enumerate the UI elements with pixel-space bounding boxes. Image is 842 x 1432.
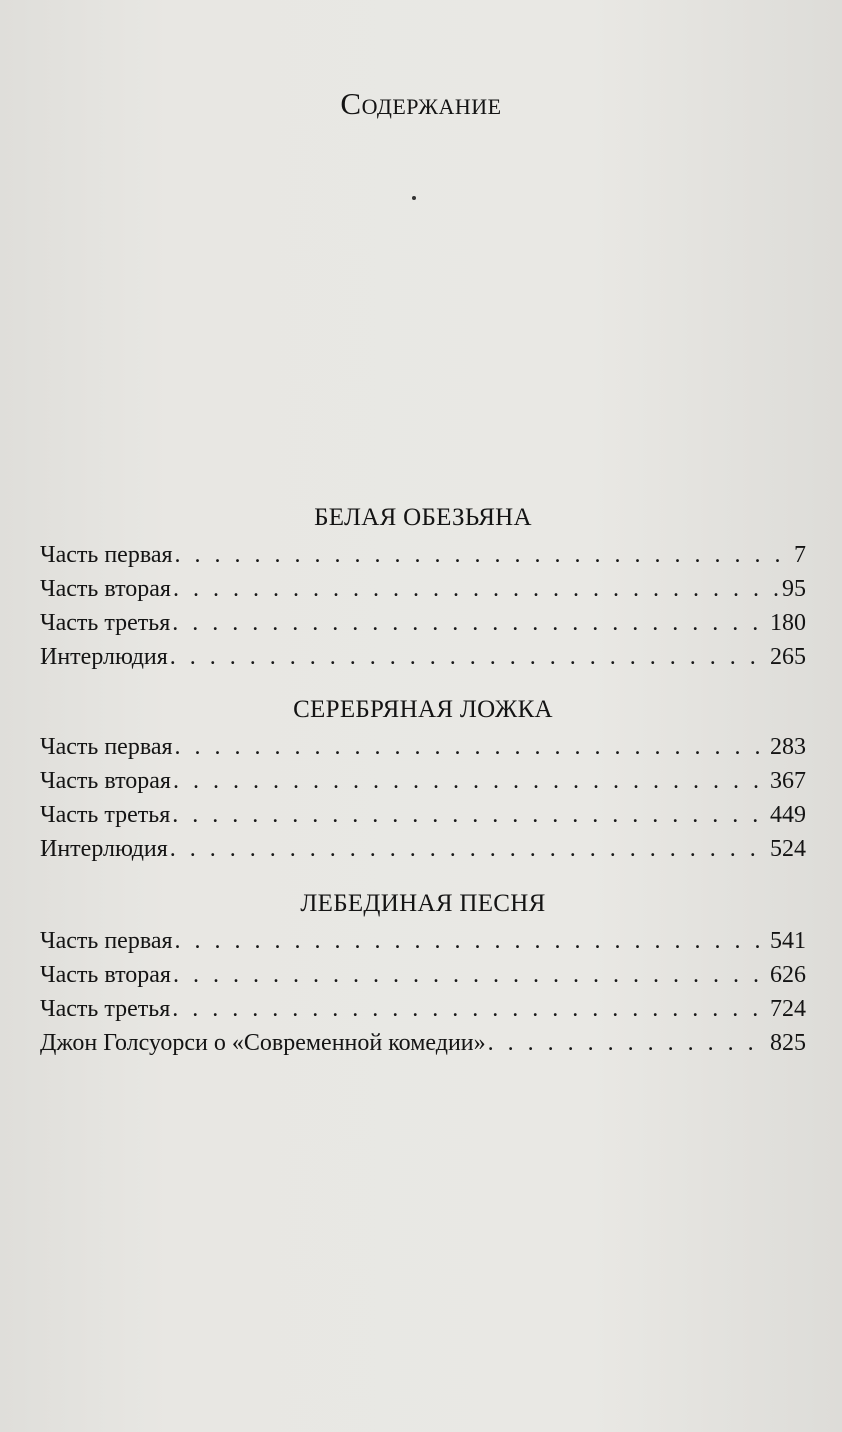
dot-leader — [175, 924, 768, 958]
toc-entry-label: Интерлюдия — [40, 644, 168, 670]
section-title: БЕЛАЯ ОБЕЗЬЯНА — [314, 504, 532, 531]
ornament-dot — [412, 196, 416, 200]
section-title: СЕРЕБРЯНАЯ ЛОЖКА — [293, 696, 553, 723]
toc-entry-label: Часть вторая — [40, 576, 171, 602]
toc-entry-page: 541 — [770, 928, 806, 954]
toc-entry[interactable] — [40, 538, 806, 572]
dot-leader — [175, 730, 768, 764]
dot-leader — [172, 992, 768, 1026]
toc-entry-label: Часть первая — [40, 542, 173, 568]
toc-section-3 — [40, 884, 806, 1060]
dot-leader — [170, 832, 768, 866]
toc-entry[interactable] — [40, 764, 806, 798]
dot-leader — [175, 538, 792, 572]
toc-entry[interactable] — [40, 1026, 806, 1060]
toc-section-2 — [40, 690, 806, 866]
toc-entry-label: Джон Голсуорси о «Современной комедии» — [40, 1030, 486, 1056]
toc-entry[interactable] — [40, 958, 806, 992]
toc-entry[interactable] — [40, 992, 806, 1026]
section-title: ЛЕБЕДИНАЯ ПЕСНЯ — [300, 890, 546, 917]
toc-entry-label: Часть третья — [40, 610, 171, 636]
toc-entry[interactable] — [40, 606, 806, 640]
toc-entry-page: 524 — [770, 836, 806, 862]
dot-leader — [488, 1026, 768, 1060]
toc-entry-page: 265 — [770, 644, 806, 670]
toc-entry-label: Интерлюдия — [40, 836, 168, 862]
page-title: Содержание — [340, 86, 502, 121]
toc-entry-label: Часть первая — [40, 734, 173, 760]
dot-leader — [172, 798, 768, 832]
dot-leader — [173, 958, 768, 992]
dot-leader — [170, 640, 768, 674]
toc-entry[interactable] — [40, 924, 806, 958]
toc-entry-label: Часть вторая — [40, 768, 171, 794]
toc-entry-page: 95 — [782, 576, 806, 602]
toc-entry-page: 367 — [770, 768, 806, 794]
toc-entry[interactable] — [40, 572, 806, 606]
toc-entry[interactable] — [40, 640, 806, 674]
toc-entry-page: 724 — [770, 996, 806, 1022]
toc-entry[interactable] — [40, 798, 806, 832]
toc-entry-page: 449 — [770, 802, 806, 828]
toc-entry-label: Часть вторая — [40, 962, 171, 988]
toc-entry-label: Часть третья — [40, 802, 171, 828]
toc-entry-page: 626 — [770, 962, 806, 988]
toc-entry-page: 7 — [794, 542, 806, 568]
toc-entry-label: Часть третья — [40, 996, 171, 1022]
toc-entry-page: 825 — [770, 1030, 806, 1056]
toc-entry-page: 283 — [770, 734, 806, 760]
toc-entry[interactable] — [40, 832, 806, 866]
dot-leader — [173, 572, 780, 606]
toc-section-1 — [40, 498, 806, 674]
toc-entry[interactable] — [40, 730, 806, 764]
toc-entry-label: Часть первая — [40, 928, 173, 954]
dot-leader — [172, 606, 768, 640]
dot-leader — [173, 764, 768, 798]
toc-entry-page: 180 — [770, 610, 806, 636]
